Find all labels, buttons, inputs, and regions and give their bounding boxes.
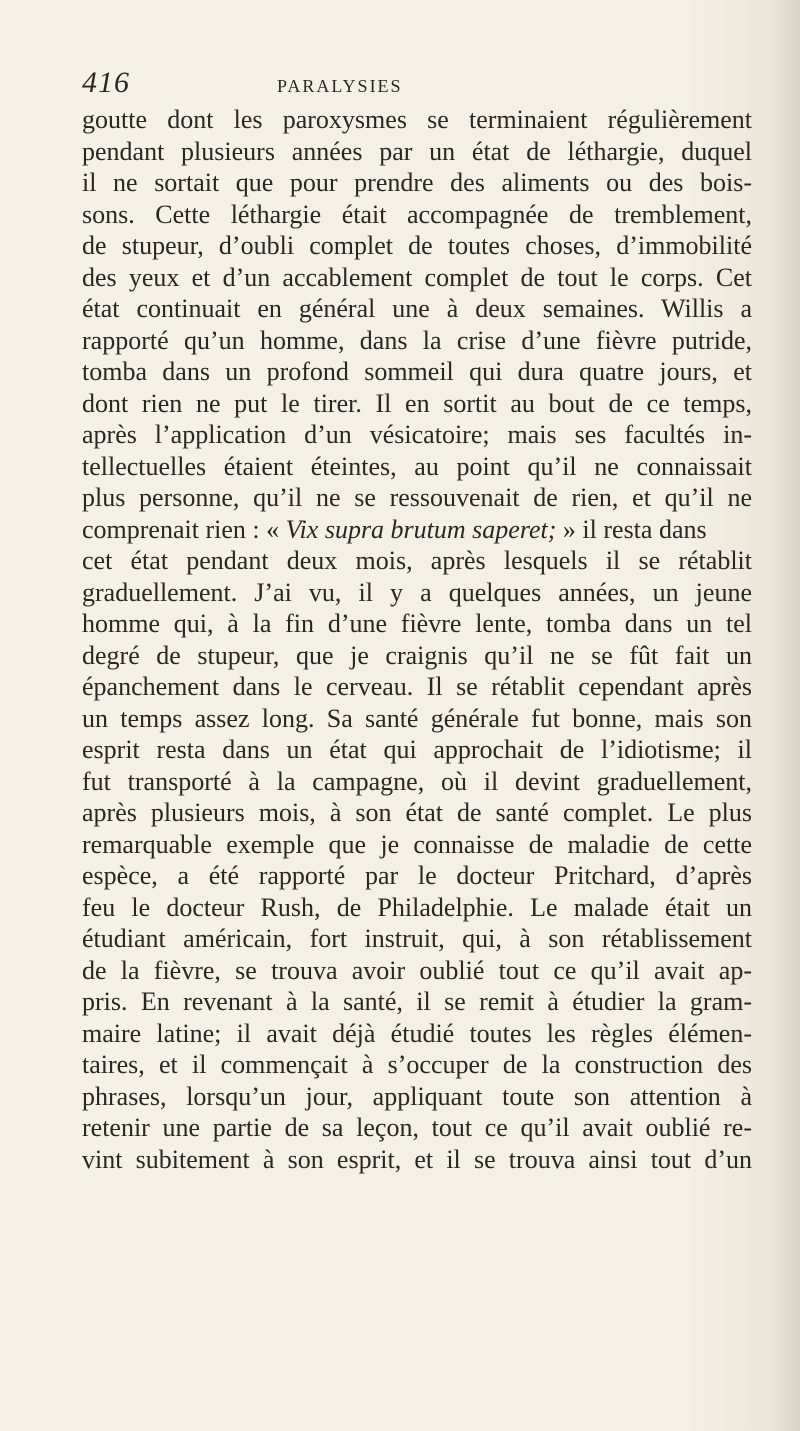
- text-line: sons. Cette léthargie était accompagnée de tremblement,: [82, 199, 752, 229]
- text-line: graduellement. J’ai vu, il y a quelques années, un jeune: [82, 577, 752, 607]
- text-line: vint subitement à son esprit, et il se trouva ainsi tout d’un: [82, 1144, 752, 1174]
- text-line: cet état pendant deux mois, après lesquels il se rétablit: [82, 546, 752, 575]
- text-line: après l’application d’un vésicatoire; mais ses facultés in-: [82, 420, 752, 449]
- text-line: plus personne, qu’il ne se ressouvenait de rien, et qu’il ne: [82, 483, 752, 512]
- text-line: degré de stupeur, que je craignis qu’il ne se fût fait un: [82, 640, 752, 670]
- text-line-with-quote: [82, 514, 752, 546]
- text-line: pendant plusieurs années par un état de léthargie, duquel: [82, 136, 752, 166]
- text-line: maire latine; il avait déjà étudié toutes les règles élémen-: [82, 1018, 752, 1048]
- text-line: après plusieurs mois, à son état de santé complet. Le plus: [82, 798, 752, 827]
- page-number: 416: [82, 66, 130, 99]
- text-line: il ne sortait que pour prendre des aliments ou des bois-: [82, 168, 752, 197]
- quote-intro: comprenait rien : «: [82, 514, 286, 544]
- text-line: fut transporté à la campagne, où il devint graduellement,: [82, 766, 752, 796]
- text-line: remarquable exemple que je connaisse de maladie de cette: [82, 829, 752, 859]
- body-text: [82, 104, 752, 1175]
- text-line: taires, et il commençait à s’occuper de la construction des: [82, 1050, 752, 1079]
- text-line: espèce, a été rapporté par le docteur Pritchard, d’après: [82, 861, 752, 890]
- text-line: état continuait en général une à deux semaines. Willis a: [82, 294, 752, 323]
- text-line: pris. En revenant à la santé, il se remit à étudier la gram-: [82, 987, 752, 1016]
- text-line: tellectuelles étaient éteintes, au point qu’il ne connaissait: [82, 451, 752, 481]
- text-line: dont rien ne put le tirer. Il en sortit au bout de ce temps,: [82, 388, 752, 418]
- text-line: étudiant américain, fort instruit, qui, à son rétablissement: [82, 924, 752, 953]
- text-line: rapporté qu’un homme, dans la crise d’une fièvre putride,: [82, 325, 752, 355]
- text-line: épanchement dans le cerveau. Il se rétablit cependant après: [82, 672, 752, 701]
- text-line: feu le docteur Rush, de Philadelphie. Le malade était un: [82, 892, 752, 922]
- text-line: retenir une partie de sa leçon, tout ce qu’il avait oublié re-: [82, 1113, 752, 1142]
- latin-quote: Vix supra brutum saperet;: [285, 514, 557, 544]
- text-line: phrases, lorsqu’un jour, appliquant toute son attention à: [82, 1081, 752, 1111]
- text-line: homme qui, à la fin d’une fièvre lente, tomba dans un tel: [82, 609, 752, 638]
- text-line: goutte dont les paroxysmes se terminaient régulièrement: [82, 105, 752, 134]
- text-line: de la fièvre, se trouva avoir oublié tout ce qu’il avait ap-: [82, 955, 752, 985]
- running-head: PARALYSIES: [277, 76, 403, 96]
- text-line: tomba dans un profond sommeil qui dura quatre jours, et: [82, 357, 752, 386]
- text-line: esprit resta dans un état qui approchait de l’idiotisme; il: [82, 735, 752, 764]
- text-line: des yeux et d’un accablement complet de tout le corps. Cet: [82, 262, 752, 292]
- quote-outro: » il resta dans: [556, 514, 707, 544]
- text-line: un temps assez long. Sa santé générale fut bonne, mais son: [82, 703, 752, 733]
- page-header: [82, 66, 722, 106]
- text-line: de stupeur, d’oubli complet de toutes choses, d’immobilité: [82, 231, 752, 260]
